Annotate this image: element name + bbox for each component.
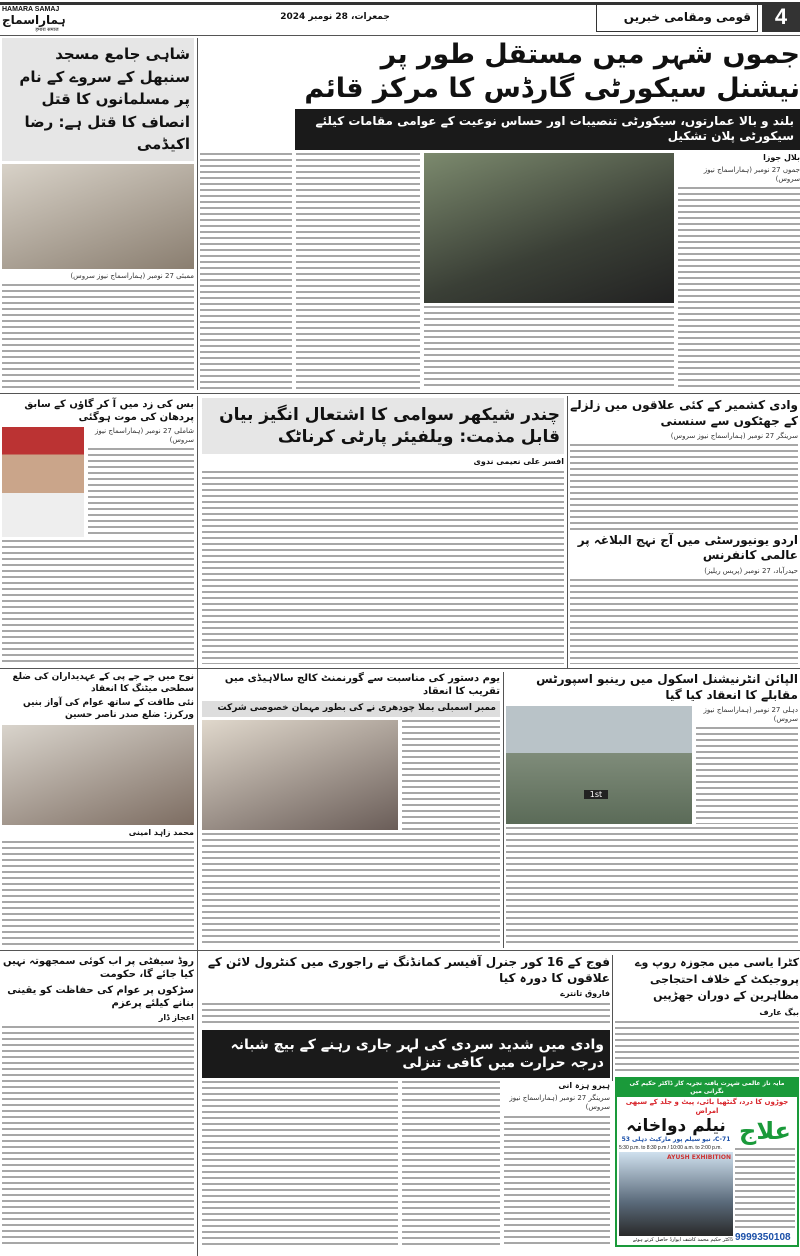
lead-sambhal: ممبئی 27 نومبر (ہماراسماج نیوز سروس)	[70, 271, 194, 280]
logo-hindi: हमारा समाज	[35, 27, 59, 33]
ad-banner-text: AYUSH EXHIBITION	[667, 1154, 731, 1162]
jjp-meeting-photo	[2, 725, 194, 825]
lead-security: جموں 27 نومبر (ہماراسماج نیوز سروس)	[703, 166, 800, 184]
headline-jjp-2: نئی طاقت کے ساتھ عوام کی آواز بنیں ورکرز: ضلع صدر ناصر حسین	[23, 698, 194, 721]
headline-sambhal: شاہی جامع مسجد سنبھل کے سروے کے نام پر مسلمانوں کا قتل انصاف کا قتل ہے: رضا اکیڈمی	[2, 38, 194, 161]
ad-timings: 5:30 p.m. to 8:30 p.m / 10:00 a.m. to 2:00 p.m.	[619, 1145, 722, 1152]
ad-logo: علاج	[739, 1116, 791, 1145]
sambhal-meeting-photo	[2, 164, 194, 269]
headline-earthquake: وادی کشمیر کے کئی علاقوں میں زلزلے کے جھٹکوں سے سنسنی	[570, 398, 798, 428]
byline-army: فاروق تانترے	[560, 989, 610, 999]
ad-brand: نیلم دواخانہ	[626, 1115, 726, 1136]
logo-english: HAMARA SAMAJ	[2, 6, 60, 13]
subhead-constitution-day: ممبر اسمبلی بملا چودھری نے کی بطور مہمان خصوصی شرکت	[202, 701, 500, 717]
headline-road-safety-1: روڈ سیفٹی پر اب کوئی سمجھوتہ نہیں کیا جائے گا، حکومت	[3, 956, 194, 980]
constitution-day-photo	[202, 720, 398, 830]
headline-cold: وادی میں شدید سردی کی لہر جاری رہنے کے بیچ شبانہ درجہ حرارت میں کافی تنزلی	[202, 1030, 610, 1078]
byline-chandrashekhar: افسر علی نعیمی ندوی	[473, 457, 564, 467]
headline-bus: بس کی زد میں آ کر گاؤں کے سابق پردھان کی موت ہوگئی	[24, 399, 194, 423]
advertisement-neelam-dawakhana[interactable]	[615, 1077, 799, 1247]
issue-date: جمعرات، 28 نومبر 2024	[280, 12, 390, 22]
headline-road-safety-2: سڑکوں پر عوام کی حفاظت کو یقینی بنانے کیلئے پرعزم	[7, 985, 194, 1009]
subhead-security: بلند و بالا عمارتوں، سیکورٹی تنصیبات اور حساس نوعیت کے عوامی مقامات کیلئے سیکورٹی پلان تشکیل	[295, 109, 800, 150]
section-title: قومی ومقامی خبریں	[596, 4, 758, 32]
headline-jjp-1: نوح میں جے جے پی کے عہدیداران کی ضلع سطحی میٹنگ کا انعقاد	[12, 672, 194, 694]
lead-bus: شاملی 27 نومبر (ہماراسماج نیوز سروس)	[95, 427, 194, 445]
lead-cold: سرینگر 27 نومبر (ہماراسماج نیوز سروس)	[509, 1094, 610, 1112]
headline-urdu-university: اردو یونیورسٹی میں آج نہج البلاغہ پر عالمی کانفرنس	[577, 532, 798, 563]
ad-award-photo	[619, 1152, 733, 1235]
headline-constitution-day: یوم دستور کی مناسبت سے گورنمنٹ کالج سالاہیڈی میں تقریب کا انعقاد	[224, 673, 500, 697]
lead-alpine: دہلی 27 نومبر (ہماراسماج نیوز سروس)	[703, 706, 798, 724]
byline-road-safety: اعجاز ڈار	[158, 1013, 194, 1022]
headline-katra: کٹرا یاسی میں مجوزہ روپ وے پروجیکٹ کے خلاف احتجاجی مظاہرین کے دوران جھڑپیں	[635, 956, 799, 1002]
logo-urdu: ہماراسماج	[2, 13, 66, 27]
headline-security: جموں شہر میں مستقل طور پر نیشنل سیکورٹی گارڈس کا مرکز قائم	[304, 39, 800, 104]
nsg-commandos-photo	[424, 153, 674, 303]
ad-phone-number[interactable]: 9999350108	[735, 1232, 791, 1243]
lead-earthquake: سرینگر 27 نومبر (ہماراسماج نیوز سروس)	[670, 432, 798, 441]
byline-katra: بیگ عارف	[759, 1007, 799, 1017]
alpine-sports-photo	[506, 706, 692, 824]
masthead-logo	[2, 6, 92, 34]
headline-army: فوج کے 16 کور جنرل آفیسر کمانڈنگ نے راجوری میں کنٹرول لائن کے علاقوں کا دورہ کیا	[207, 955, 610, 985]
byline-cold: ہیرو ہزہ انی	[558, 1080, 610, 1090]
page-number: 4	[762, 4, 800, 32]
byline-jjp: محمد زاہد امینی	[128, 827, 194, 837]
headline-chandrashekhar: چندر شیکھر سوامی کا اشتعال انگیز بیان قابل مذمت: ویلفیئر پارٹی کرناٹک	[202, 398, 564, 454]
lead-urdu-university: حیدرآباد، 27 نومبر (پریس ریلیز)	[704, 566, 798, 575]
ad-address: C-71، نیو سیلم پور مارکیٹ دہلی 53	[621, 1136, 731, 1144]
headline-alpine: الپائن انٹرنیشنل اسکول میں رینبو اسپورٹس مقابلے کا انعقاد کیا گیا	[536, 672, 798, 702]
ad-caption: ڈاکٹر حکیم محمد کاشف ایوارڈ حاصل کرتے ہوئے	[632, 1236, 733, 1243]
byline-security: بلال جوزا	[763, 152, 800, 162]
ad-diseases: جوڑوں کا درد، گنٹھیا بائی، پیٹ و جلد کے سبھی امراض	[625, 1097, 789, 1115]
ad-top-line: مایہ ناز عالمی شہرت یافتہ تجربہ کار ڈاکٹر حکیم کی نگرانی میں	[617, 1079, 797, 1097]
podium-label: 1st	[584, 790, 608, 799]
pradhan-photo	[2, 427, 84, 537]
